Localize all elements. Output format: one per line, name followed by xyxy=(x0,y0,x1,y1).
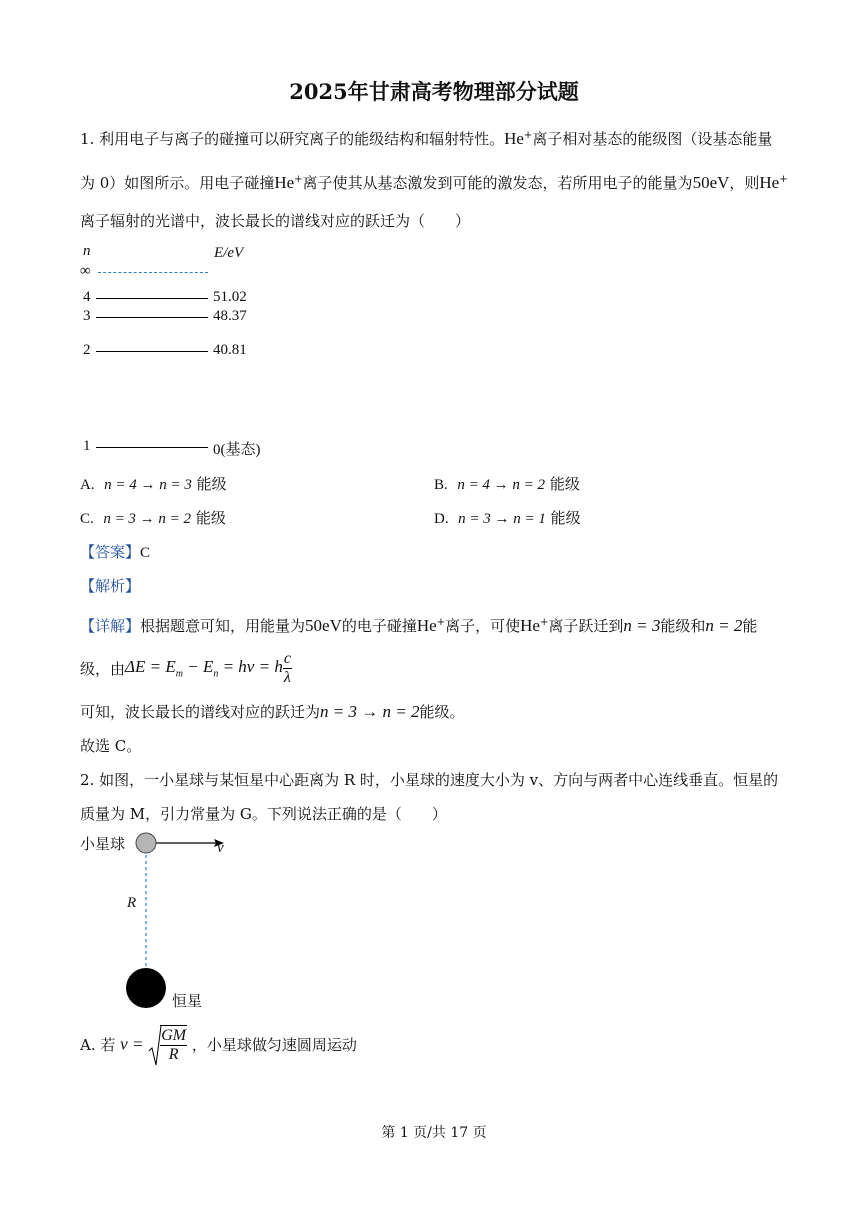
q2-line1: 2. 如图，一小星球与某恒星中心距离为 R 时，小星球的速度大小为 v、方向与两者中心连线垂直。恒星的 xyxy=(80,771,779,789)
level-4-line xyxy=(96,298,208,299)
level-1-energy: 0(基态) xyxy=(213,442,261,458)
level-inf-label: ∞ xyxy=(80,263,91,279)
n-axis-label: n xyxy=(83,243,91,259)
page-title: 2025年甘肃高考物理部分试题 xyxy=(289,79,579,104)
q1-line1: 1. 利用电子与离子的碰撞可以研究离子的能级结构和辐射特性。He+离子相对基态的能级图（设基态能量 xyxy=(80,129,773,148)
option-d: D. n = 3 → n = 1 能级 xyxy=(434,509,581,527)
q1-line2: 为 0）如图所示。用电子碰撞He+离子使其从基态激发到可能的激发态，若所用电子的能量为50eV，则He+ xyxy=(80,173,788,192)
level-2-label: 2 xyxy=(83,342,91,358)
level-1-line xyxy=(96,447,208,448)
option-a: A. n = 4 → n = 3 能级 xyxy=(80,475,227,493)
level-3-label: 3 xyxy=(83,308,91,324)
energy-axis-label: E/eV xyxy=(214,245,244,261)
option-b: B. n = 4 → n = 2 能级 xyxy=(434,475,580,493)
velocity-label: v xyxy=(217,840,224,856)
page-footer: 第 1 页/共 17 页 xyxy=(381,1125,487,1141)
planet-circle xyxy=(136,833,156,853)
level-3-line xyxy=(96,317,208,318)
answer-value: C xyxy=(140,545,151,561)
c-over-lambda-fraction: $\frac{c}{\lambda}$ xyxy=(283,650,291,686)
star-label: 恒星 xyxy=(172,992,203,1010)
answer-label: 【答案】 xyxy=(80,543,141,561)
level-1-label: 1 xyxy=(83,438,91,454)
level-4-energy: 51.02 xyxy=(213,289,247,305)
sqrt-sign-icon xyxy=(148,1025,162,1069)
star-circle xyxy=(126,968,166,1008)
option-c: C. n = 3 → n = 2 能级 xyxy=(80,509,226,527)
detail-line2: 级，由$\Delta E = E_m - E_n = h\nu = h$ $\frac{c}{\lambda}$ xyxy=(80,650,291,686)
q2-line2: 质量为 M，引力常量为 G。下列说法正确的是（ ） xyxy=(80,805,447,823)
detail-line1: 【详解】根据题意可知，用能量为50eV的电子碰撞He+离子，可使He+离子跃迁到n = 3能级和n = 2能 xyxy=(80,616,758,635)
detail-line3: 可知，波长最长的谱线对应的跃迁为n = 3 → n = 2能级。 xyxy=(80,702,465,721)
answer-line xyxy=(80,541,150,562)
radius-label: R xyxy=(127,895,137,911)
level-4-label: 4 xyxy=(83,289,91,305)
level-inf-line xyxy=(98,272,208,273)
q2-option-a: A. 若 v = $\frac{GM}{R}$ ，小星球做匀速圆周运动 xyxy=(80,1025,357,1064)
planet-label: 小星球 xyxy=(80,835,126,853)
level-2-energy: 40.81 xyxy=(213,342,247,358)
conclusion: 故选 C。 xyxy=(80,737,142,755)
sqrt-expression: $\frac{GM}{R}$ xyxy=(148,1025,187,1064)
level-3-energy: 48.37 xyxy=(213,308,247,324)
level-2-line xyxy=(96,351,208,352)
q1-line3: 离子辐射的光谱中，波长最长的谱线对应的跃迁为（ ） xyxy=(80,212,471,230)
analysis-label: 【解析】 xyxy=(80,577,141,595)
